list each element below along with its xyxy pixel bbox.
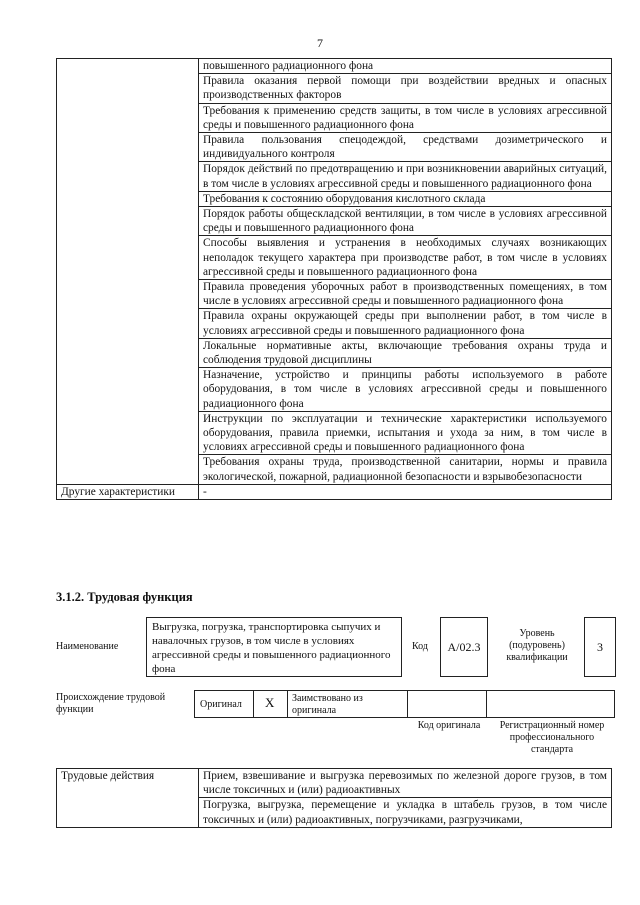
origin-row [194, 690, 615, 718]
requirement-cell: Назначение, устройство и принципы работы используемого в работе оборудования, в том числе в условиях агрессивной среды и повышенного радиационного фона [199, 368, 612, 412]
requirement-cell: Порядок действий по предотвращению и при возникновении аварийных ситуаций, в том числе в условиях агрессивной среды и повышенного радиационного фона [199, 162, 612, 191]
requirement-cell: Правила проведения уборочных работ в производственных помещениях, в том числе в условиях агрессивной среды и повышенного радиационного фона [199, 280, 612, 309]
requirement-cell: Требования к применению средств защиты, в том числе в условиях агрессивной среды и повышенного радиационного фона [199, 103, 612, 132]
requirement-cell: Способы выявления и устранения в необходимых случаях возникающих неполадок текущего характера при производстве работ, в том числе в условиях агрессивной среды и повышенного радиационного фона [199, 236, 612, 280]
function-name-box: Выгрузка, погрузка, транспортировка сыпучих и навалочных грузов, в том числе в условиях агрессивной среды и повышенного радиационного фона [146, 617, 402, 677]
table-row [57, 59, 612, 74]
name-label: Наименование [56, 641, 119, 652]
registration-number-cell [486, 690, 615, 718]
original-code-cell [407, 690, 487, 718]
labor-actions-header: Трудовые действия [57, 769, 199, 828]
level-label: Уровень (подуровень) квалификации [506, 628, 568, 663]
code-label: Код [412, 641, 428, 652]
requirement-cell: Требования охраны труда, производственной санитарии, нормы и правила экологической, пожарной, радиационной безопасности и взрывобезопасности [199, 455, 612, 484]
labor-action-cell: Прием, взвешивание и выгрузка перевозимых по железной дороге грузов, в том числе токсичных и (или) радиоактивных [199, 769, 612, 798]
original-mark-cell [253, 690, 288, 718]
requirement-cell: Порядок работы общескладской вентиляции, в том числе в условиях агрессивной среды и повышенного радиационного фона [199, 207, 612, 236]
borrowed-cell [287, 690, 408, 718]
other-characteristics-label: Другие характеристики [57, 484, 199, 499]
original-label: Оригинал [200, 699, 242, 710]
registration-number-caption: Регистрационный номер профессионального стандарта [499, 720, 605, 755]
requirement-cell: Локальные нормативные акты, включающие требования охраны труда и соблюдения трудовой дисциплины [199, 338, 612, 367]
table-row [57, 484, 612, 499]
requirements-left-cell [57, 59, 199, 485]
original-code-caption: Код оригинала [417, 720, 481, 731]
requirement-cell: Правила пользования спецодеждой, средствами дозиметрического и индивидуального контроля [199, 133, 612, 162]
requirement-cell: повышенного радиационного фона [199, 59, 612, 74]
page-number: 7 [317, 36, 323, 50]
original-mark: X [265, 695, 275, 710]
requirement-cell: Правила охраны окружающей среды при выполнении работ, в том числе в условиях агрессивной среды и повышенного радиационного фона [199, 309, 612, 338]
section-title: 3.1.2. Трудовая функция [56, 590, 193, 604]
other-characteristics-value: - [199, 484, 612, 499]
labor-action-cell: Погрузка, выгрузка, перемещение и укладка в штабель грузов, в том числе токсичных и (или) радиоактивных, погрузчиками, разгрузчиками, [199, 798, 612, 827]
original-cell [194, 690, 254, 718]
requirement-cell: Инструкции по эксплуатации и технические характеристики используемого оборудования, правила приемки, испытания и ухода за ним, в том числе в условиях агрессивной среды и повышенного радиационного фона [199, 411, 612, 455]
requirement-cell: Требования к состоянию оборудования кислотного склада [199, 191, 612, 206]
requirements-table [56, 58, 612, 500]
borrowed-label: Заимствовано из оригинала [292, 693, 363, 716]
level-box: 3 [584, 617, 616, 677]
labor-actions-table [56, 768, 612, 828]
table-row [57, 769, 612, 798]
origin-label: Происхождение трудовой функции [56, 692, 166, 715]
requirement-cell: Правила оказания первой помощи при воздействии вредных и опасных производственных факторов [199, 74, 612, 103]
function-code-box: A/02.3 [440, 617, 488, 677]
